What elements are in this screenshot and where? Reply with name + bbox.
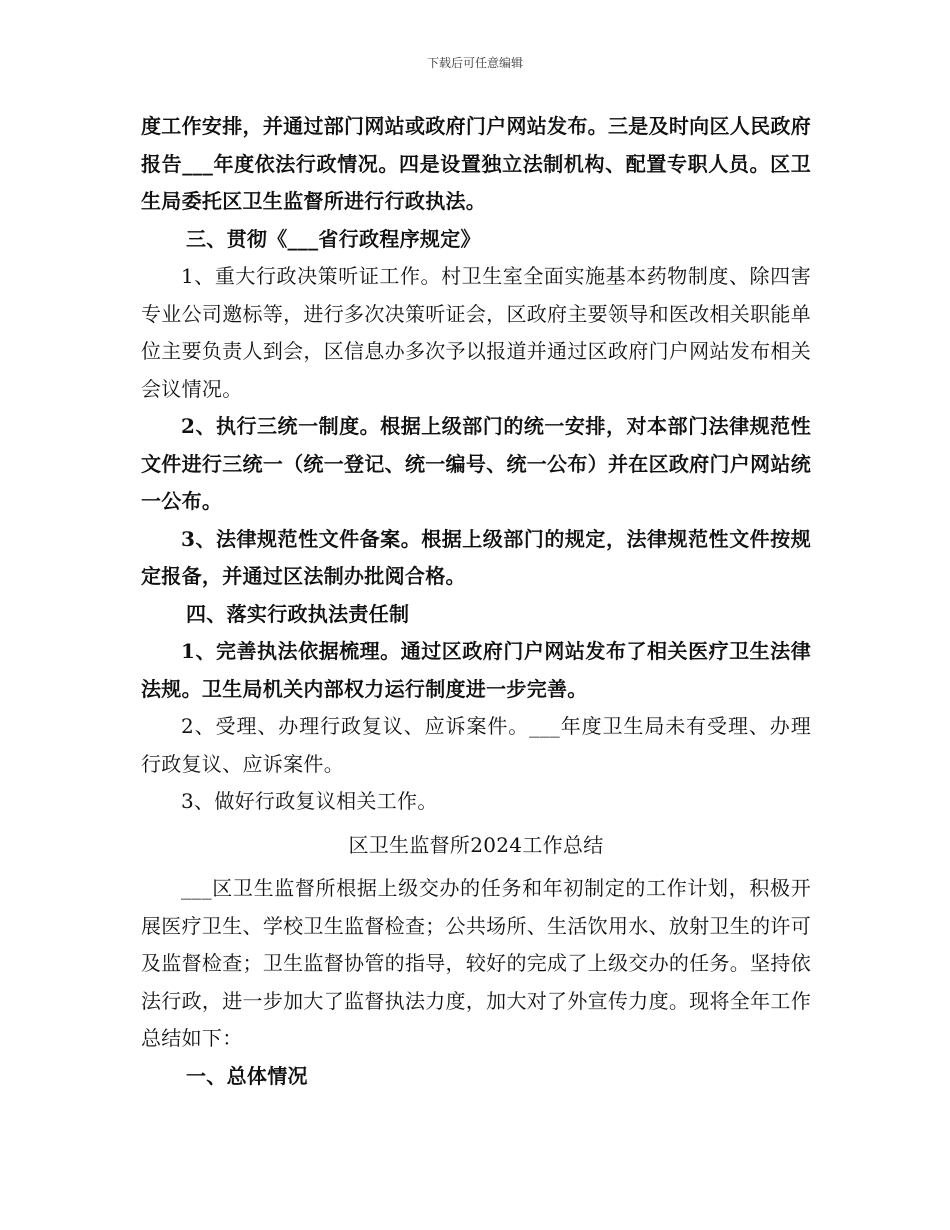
document-body — [141, 108, 811, 1095]
section-heading-3: 三、贯彻《___省行政程序规定》 — [186, 226, 481, 251]
paragraph-review-work: 3、做好行政复议相关工作。 — [181, 789, 438, 813]
paragraph-filing: 3、法律规范性文件备案。根据上级部门的规定，法律规范性文件按规定报备，并通过区法制办批阅合格。 — [141, 526, 811, 588]
paragraph-continuation: 度工作安排，并通过部门网站或政府门户网站发布。三是及时向区人民政府报告___年度依法行政情况。四是设置独立法制机构、配置专职人员。区卫生局委托区卫生监督所进行行政执法。 — [141, 114, 811, 213]
page-header: 下载后可任意编辑 — [426, 56, 523, 70]
paragraph-three-unified: 2、执行三统一制度。根据上级部门的统一安排，对本部门法律规范性文件进行三统一（统一登记、统一编号、统一公布）并在区政府门户网站统一公布。 — [141, 414, 811, 513]
paragraph-hearing: 1、重大行政决策听证工作。村卫生室全面实施基本药物制度、除四害专业公司邀标等，进行多次决策听证会，区政府主要领导和医改相关职能单位主要负责人到会，区信息办多次予以报道并通过区政府门户网站发布相关会议情况。 — [141, 264, 811, 401]
document-title: 区卫生监督所2024工作总结 — [348, 832, 604, 857]
paragraph-summary: ___区卫生监督所根据上级交办的任务和年初制定的工作计划，积极开展医疗卫生、学校卫生监督检查；公共场所、生活饮用水、放射卫生的许可及监督检查；卫生监督协管的指导，较好的完成了上级交办的任务。坚持依法行政，进一步加大了监督执法力度，加大对了外宣传力度。现将全年工作总结如下： — [141, 876, 811, 1050]
paragraph-review-cases: 2、受理、办理行政复议、应诉案件。___年度卫生局未有受理、办理行政复议、应诉案件。 — [141, 714, 811, 776]
section-heading-4: 四、落实行政执法责任制 — [186, 601, 410, 626]
paragraph-basis: 1、完善执法依据梳理。通过区政府门户网站发布了相关医疗卫生法律法规。卫生局机关内部权力运行制度进一步完善。 — [141, 639, 811, 701]
section-heading-1: 一、总体情况 — [186, 1063, 308, 1088]
